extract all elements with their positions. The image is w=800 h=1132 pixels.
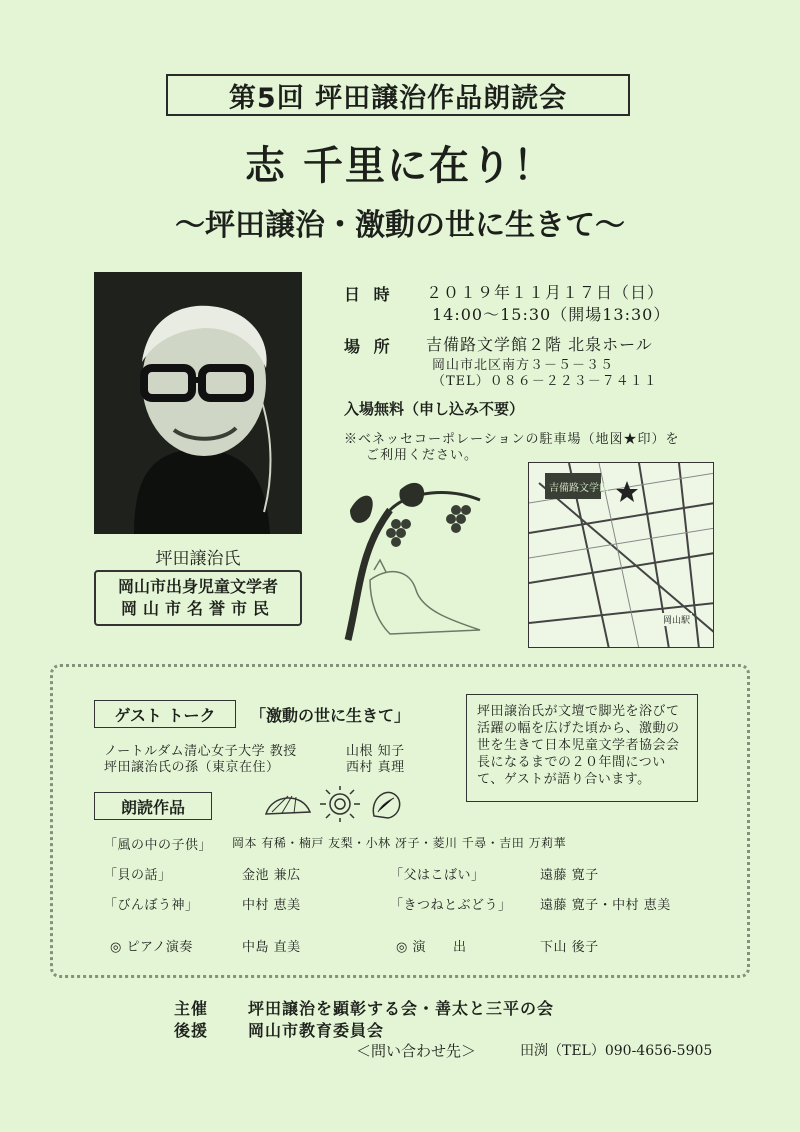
portrait-photo (94, 272, 302, 534)
guest-talk-description: 坪田譲治氏が文壇で脚光を浴びて活躍の幅を広げた頃から、激動の世を生きて日本児童文学者協会会長になるまでの２０年間について、ゲストが語り合います。 (466, 694, 698, 802)
map-station-label: 岡山駅 (661, 613, 692, 626)
series-title: 第5回 坪田譲治作品朗読会 (166, 74, 630, 116)
contact-label: ＜問い合わせ先＞ (356, 1042, 477, 1060)
parking-note-2: ご利用ください。 (366, 448, 479, 463)
work-1-title: 「風の中の子供」 (104, 838, 213, 853)
work-2-title: 「貝の話」 (104, 868, 172, 883)
grape-fox-illustration (330, 470, 500, 650)
profile-line-2: 岡山市名誉市民 (120, 599, 275, 618)
readings-label: 朗読作品 (94, 792, 212, 820)
guest-2-name: 西村 真理 (346, 760, 405, 775)
map-venue-label: 吉備路文学館 (549, 483, 609, 494)
work-5-reader: 遠藤 寛子・中村 恵美 (540, 898, 671, 913)
host-label: 主催 (174, 999, 209, 1018)
director-label: ◎ 演 出 (396, 940, 467, 955)
shell-icons (262, 786, 412, 822)
work-3-title: 「父はこばい」 (390, 868, 485, 883)
date-label: 日 時 (344, 285, 394, 304)
support-value: 岡山市教育委員会 (248, 1021, 385, 1040)
support-label: 後援 (174, 1021, 209, 1040)
guest-1-affiliation: ノートルダム清心女子大学 教授 (104, 744, 297, 759)
contact-value: 田渕（TEL）090-4656-5905 (520, 1043, 713, 1059)
guest-2-affiliation: 坪田譲治氏の孫（東京在住） (104, 760, 280, 775)
portrait-illustration (94, 272, 302, 534)
access-map (528, 462, 714, 648)
work-4-title: 「びんぼう神」 (104, 898, 199, 913)
work-3-reader: 遠藤 寛子 (540, 868, 599, 883)
time-value: 14:00〜15:30（開場13:30） (432, 305, 671, 324)
phone: （TEL）０８６－２２３－７４１１ (432, 374, 658, 389)
director-name: 下山 後子 (540, 940, 599, 955)
guest-talk-label: ゲスト トーク (94, 700, 236, 728)
parking-note-1: ※ベネッセコーポレーションの駐車場（地図★印）を (344, 432, 680, 447)
date-value: ２０１９年１１月１７日（日） (426, 283, 665, 302)
work-5-title: 「きつねとぶどう」 (390, 898, 512, 913)
portrait-caption: 坪田譲治氏 (155, 549, 241, 569)
sub-title: 〜坪田譲治・激動の世に生きて〜 (175, 208, 625, 243)
place-label: 場 所 (344, 337, 394, 356)
profile-box (94, 570, 302, 626)
admission: 入場無料（申し込み不要） (344, 400, 525, 418)
address: 岡山市北区南方３－５－３５ (432, 358, 615, 373)
place-value: 吉備路文学館２階 北泉ホール (426, 335, 653, 354)
piano-label: ◎ ピアノ演奏 (110, 940, 193, 955)
piano-name: 中島 直美 (242, 940, 301, 955)
host-value: 坪田譲治を顕彰する会・善太と三平の会 (248, 999, 555, 1018)
work-1-readers: 岡本 有稀・楠戸 友梨・小林 冴子・菱川 千尋・吉田 万莉華 (232, 836, 567, 850)
work-2-reader: 金池 兼広 (242, 868, 301, 883)
guest-1-name: 山根 知子 (346, 744, 405, 759)
profile-line-1: 岡山市出身児童文学者 (117, 577, 278, 596)
work-4-reader: 中村 恵美 (242, 898, 301, 913)
guest-talk-theme: 「激動の世に生きて」 (250, 706, 411, 725)
main-title: 志 千里に在り！ (245, 143, 555, 189)
